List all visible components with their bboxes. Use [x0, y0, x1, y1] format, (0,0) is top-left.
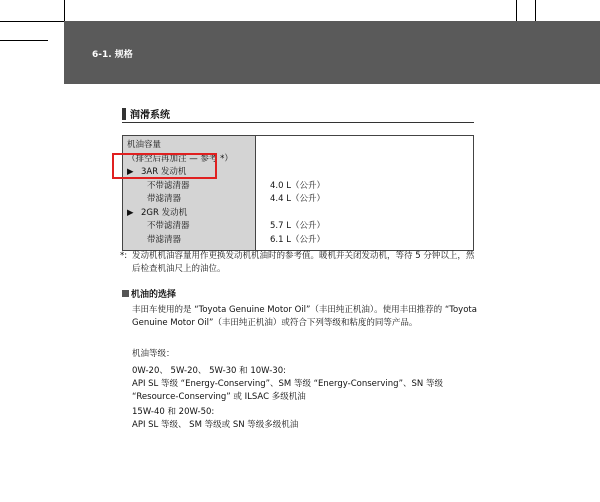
page-title: 6-1. 规格: [92, 50, 133, 60]
with-filter-label: 带滤清器: [147, 234, 182, 245]
page-header: [64, 21, 600, 84]
arrow-icon: ▶: [127, 167, 134, 177]
subsection-title: 机油的选择: [131, 290, 177, 300]
engine-3ar-label: 3AR 发动机: [141, 167, 187, 177]
subsection-heading: [122, 287, 176, 300]
capacity-label: 机油容量: [127, 140, 162, 150]
with-filter-label: 带滤清器: [147, 194, 182, 204]
grade2-viscosity: 15W-40 和 20W-50:: [132, 407, 215, 417]
footnote: [120, 250, 478, 276]
crop-mark: [535, 0, 536, 22]
engine-2gr-row: [127, 207, 251, 221]
section-title: 润滑系统: [130, 110, 170, 121]
grade1-spec: API SL 等级 “Energy-Conserving”、SM 等级 “Energy-Conserving”、SN 等级 “Resource-Conserving” 或 ILSAC 多级机油: [132, 379, 443, 402]
highlight-box: [112, 153, 217, 179]
heading-bar: [122, 108, 126, 120]
capacity-value: 5.7 L（公升）: [270, 221, 325, 231]
footnote-mark: *:: [120, 251, 128, 261]
grade-label: 机油等级：: [132, 349, 175, 359]
capacity-note: （排空后再加注 — 参考 *）: [127, 153, 233, 164]
engine-2gr-label: 2GR 发动机: [141, 207, 188, 218]
footnote-text: 发动机机油容量用作更换发动机机油时的参考值。暖机并关闭发动机，等待 5 分钟以上，然后检查机油尺上的油位。: [132, 251, 475, 274]
section-heading: [122, 106, 474, 123]
no-filter-label: 不带滤清器: [147, 180, 190, 191]
intro-paragraph: 丰田车使用的是 “Toyota Genuine Motor Oil”（丰田纯正机油）。使用丰田推荐的 “Toyota Genuine Motor Oil”（丰田纯正机油）或符合下列等级和粘度的同等产品。: [132, 305, 477, 328]
no-filter-label: 不带滤清器: [147, 221, 190, 231]
capacity-value: 4.4 L（公升）: [270, 194, 325, 204]
table-right-cell: [256, 136, 474, 251]
capacity-value: 4.0 L（公升）: [270, 180, 325, 191]
crop-mark: [0, 40, 48, 41]
grade2-spec: API SL 等级、 SM 等级或 SN 等级多级机油: [132, 420, 299, 430]
capacity-value: 6.1 L（公升）: [270, 234, 325, 245]
square-bullet-icon: [122, 290, 129, 297]
arrow-icon: ▶: [127, 207, 134, 218]
crop-mark: [64, 0, 65, 22]
crop-mark: [0, 21, 64, 22]
grade1-viscosity: 0W-20、 5W-20、 5W-30 和 10W-30:: [132, 366, 286, 376]
